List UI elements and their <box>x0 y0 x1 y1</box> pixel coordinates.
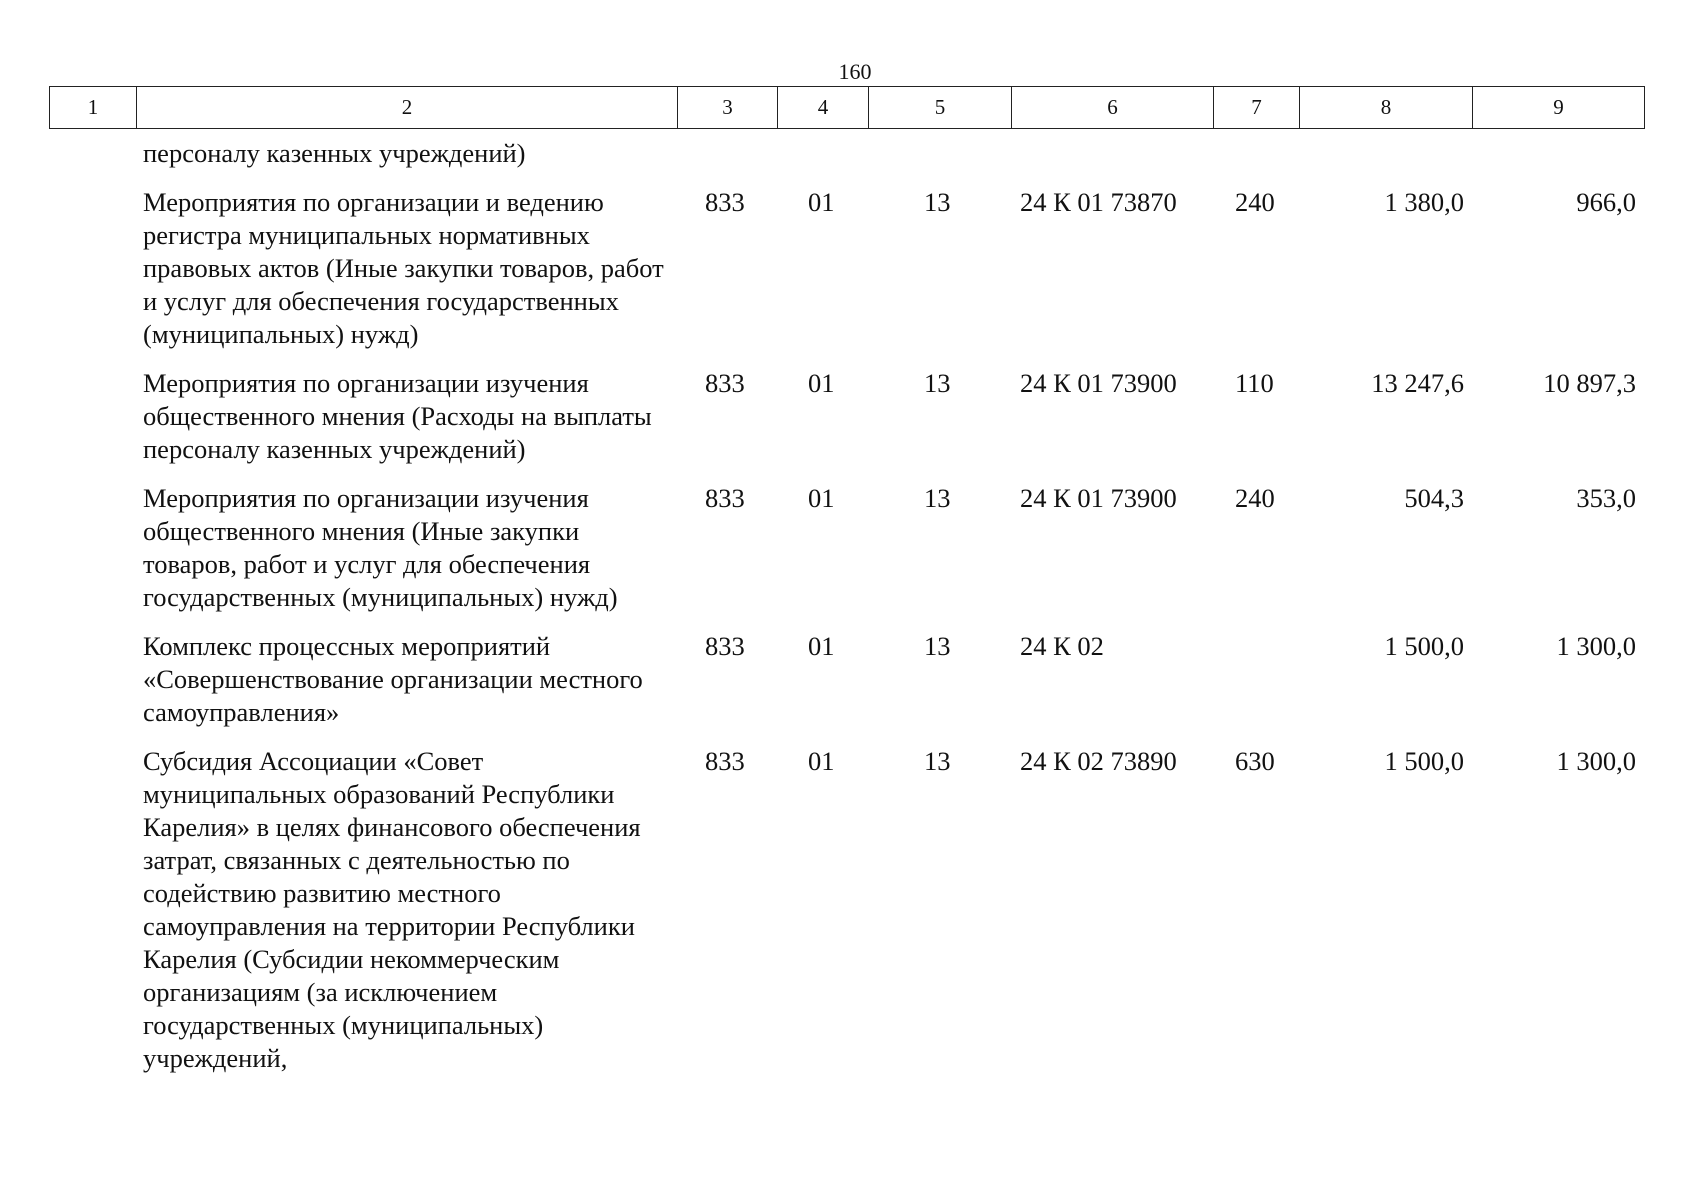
header-cell-5: 5 <box>869 87 1012 129</box>
table-row <box>49 630 1644 745</box>
table-row <box>49 745 1644 1091</box>
row-c4: 01 <box>808 368 835 398</box>
row-c5: 13 <box>924 368 951 398</box>
row-name: Субсидия Ассоциации «Совет муниципальных образований Республики Карелия» в целях финансового обеспечения затрат, связанных с деятельностью по содействию развитию местного самоуправления на территории Республики Карелия (Субсидии некоммерческим организациям (за исключением государственных (муниципальных) учреждений, <box>143 746 641 1073</box>
row-c5: 13 <box>924 631 951 661</box>
row-c7: 240 <box>1235 187 1275 217</box>
row-c3: 833 <box>705 187 745 217</box>
header-cell-1: 1 <box>50 87 137 129</box>
header-cell-4: 4 <box>778 87 869 129</box>
row-c6: 24 К 01 73870 <box>1020 187 1177 217</box>
row-c3: 833 <box>705 483 745 513</box>
page-number: 160 <box>838 59 872 84</box>
row-c7: 630 <box>1235 746 1275 776</box>
row-c3: 833 <box>705 746 745 776</box>
row-c8: 1 500,0 <box>1384 746 1464 776</box>
header-cell-7: 7 <box>1214 87 1300 129</box>
row-name: Мероприятия по организации изучения общественного мнения (Расходы на выплаты персоналу казенных учреждений) <box>143 368 652 464</box>
row-c9: 353,0 <box>1576 483 1636 513</box>
column-number-header <box>49 86 1645 129</box>
row-c9: 1 300,0 <box>1556 746 1636 776</box>
row-c6: 24 К 01 73900 <box>1020 368 1177 398</box>
continuation-row <box>49 137 1644 186</box>
row-c4: 01 <box>808 631 835 661</box>
row-c9: 966,0 <box>1576 187 1636 217</box>
row-c3: 833 <box>705 631 745 661</box>
row-c8: 1 380,0 <box>1384 187 1464 217</box>
row-c9: 10 897,3 <box>1543 368 1636 398</box>
row-name: Мероприятия по организации изучения общественного мнения (Иные закупки товаров, работ и услуг для обеспечения государственных (муниципальных) нужд) <box>143 483 618 612</box>
header-cell-2: 2 <box>137 87 678 129</box>
header-cell-3: 3 <box>678 87 778 129</box>
row-c5: 13 <box>924 187 951 217</box>
row-c4: 01 <box>808 746 835 776</box>
row-c8: 1 500,0 <box>1384 631 1464 661</box>
row-name: Мероприятия по организации и ведению регистра муниципальных нормативных правовых актов (Иные закупки товаров, работ и услуг для обеспечения государственных (муниципальных) нужд) <box>143 187 664 349</box>
row-c7: 240 <box>1235 483 1275 513</box>
row-c5: 13 <box>924 746 951 776</box>
header-cell-6: 6 <box>1012 87 1214 129</box>
table-row <box>49 186 1644 367</box>
row-c9: 1 300,0 <box>1556 631 1636 661</box>
budget-table-body <box>49 137 1644 1091</box>
header-cell-8: 8 <box>1300 87 1473 129</box>
row-c5: 13 <box>924 483 951 513</box>
row-c8: 13 247,6 <box>1371 368 1464 398</box>
row-c8: 504,3 <box>1404 483 1464 513</box>
row-c6: 24 К 02 73890 <box>1020 746 1177 776</box>
table-row <box>49 482 1644 630</box>
header-cell-9: 9 <box>1473 87 1645 129</box>
header-row <box>50 87 1645 129</box>
row-c7 <box>1213 630 1299 745</box>
row-name: Комплекс процессных мероприятий «Совершенствование организации местного самоуправления» <box>143 631 643 727</box>
row-c3: 833 <box>705 368 745 398</box>
row-c4: 01 <box>808 187 835 217</box>
row-c4: 01 <box>808 483 835 513</box>
row-c6: 24 К 01 73900 <box>1020 483 1177 513</box>
continuation-text: персоналу казенных учреждений) <box>143 138 526 168</box>
row-c7: 110 <box>1235 368 1274 398</box>
row-c6: 24 К 02 <box>1020 631 1104 661</box>
table-row <box>49 367 1644 482</box>
